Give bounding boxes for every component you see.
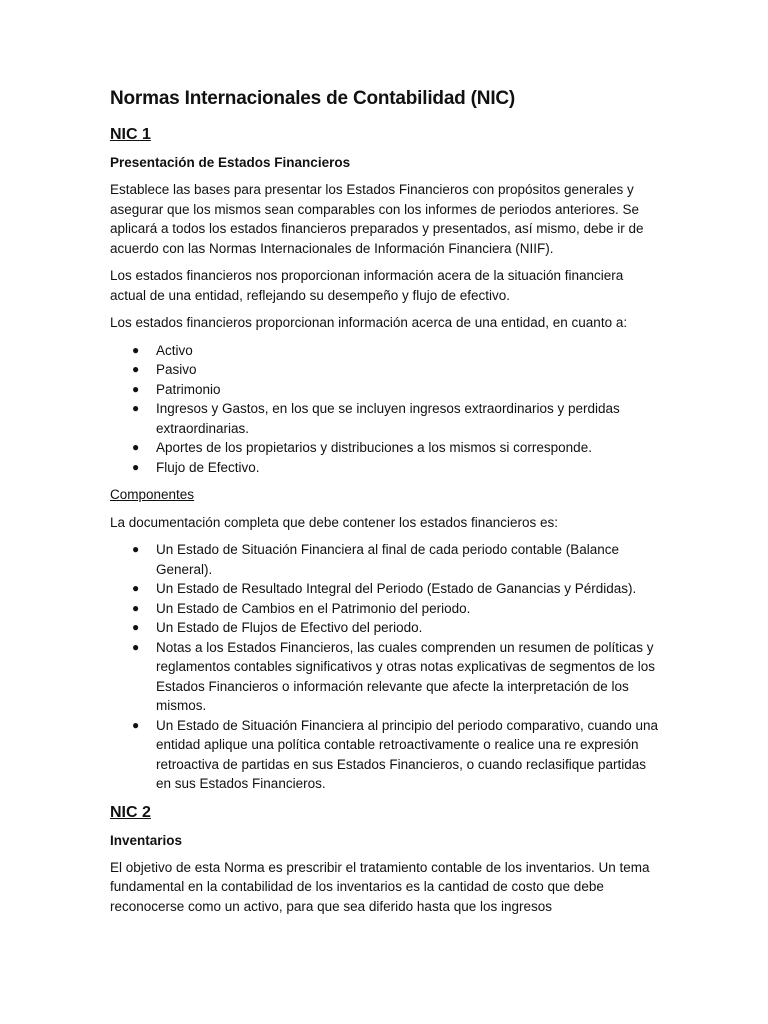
- bullet-icon: ●: [132, 459, 140, 474]
- list-item: ● Pasivo: [156, 360, 662, 380]
- bullet-icon: ●: [132, 440, 140, 454]
- nic1-paragraph-1: Establece las bases para presentar los Estados Financieros con propósitos generales y asegurar que los mismos sean comparables con los informes de periodos anteriores. Se aplicará a todos los estados financieros preparados y presentados, así mismo, debe ir de acuerdo con las Normas Internacionales de Información Financiera (NIIF).: [110, 182, 644, 256]
- nic1-paragraph-4: La documentación completa que debe contener los estados financieros es:: [110, 514, 559, 530]
- list-item: ● Un Estado de Resultado Integral del Periodo (Estado de Ganancias y Pérdidas).: [156, 579, 662, 599]
- list-item: ● Ingresos y Gastos, en los que se incluyen ingresos extraordinarios y perdidas extraordinarias.: [132, 401, 620, 436]
- nic1-heading: NIC 1: [110, 126, 151, 143]
- nic1-components-list: [110, 540, 662, 794]
- bullet-icon: ●: [132, 717, 140, 732]
- nic1-info-list: [110, 341, 662, 478]
- list-item: ● Un Estado de Situación Financiera al final de cada periodo contable (Balance General).: [132, 542, 620, 577]
- bullet-icon: ●: [132, 639, 140, 654]
- list-item: ● Flujo de Efectivo.: [156, 458, 662, 478]
- list-item: ● Patrimonio: [156, 380, 662, 400]
- document-page: [110, 86, 662, 924]
- bullet-icon: ●: [132, 381, 140, 396]
- bullet-icon: ●: [132, 401, 140, 415]
- components-label: Componentes: [110, 487, 195, 502]
- bullet-icon: ●: [132, 342, 140, 357]
- nic2-subheading: Inventarios: [110, 832, 183, 848]
- list-item: ● Activo: [156, 341, 662, 361]
- nic2-paragraph-1: El objetivo de esta Norma es prescribir el tratamiento contable de los inventarios. Un tema fundamental en la contabilidad de los inventarios es la cantidad de costo que debe reconocerse como un activo, para que sea diferido hasta que los ingresos: [110, 859, 650, 914]
- list-item: ● Aportes de los propietarios y distribuciones a los mismos si corresponde.: [156, 438, 662, 458]
- nic1-paragraph-2: Los estados financieros nos proporcionan información acera de la situación financiera actual de una entidad, reflejando su desempeño y flujo de efectivo.: [110, 268, 624, 303]
- document-title: Normas Internacionales de Contabilidad (NIC): [110, 88, 516, 109]
- bullet-icon: ●: [132, 620, 140, 634]
- nic1-subheading: Presentación de Estados Financieros: [110, 155, 351, 170]
- list-item: ● Un Estado de Cambios en el Patrimonio del periodo.: [156, 599, 662, 619]
- list-item: ● Un Estado de Situación Financiera al principio del periodo comparativo, cuando una entidad aplique una política contable retroactivamente o realice una re expresión retroactiva de partidas en sus Estados Financieros, o cuando reclasifique partidas en sus Estados Financieros.: [132, 717, 659, 791]
- bullet-icon: ●: [132, 542, 140, 556]
- list-item: ● Notas a los Estados Financieros, las cuales comprenden un resumen de políticas y reglamentos contables significativos y otras notas explicativas de segmentos de los Estados Financieros o información relevante que afecte la interpretación de los mismos.: [132, 639, 656, 713]
- bullet-icon: ●: [132, 600, 140, 615]
- bullet-icon: ●: [132, 581, 140, 595]
- list-item: ● Un Estado de Flujos de Efectivo del periodo.: [156, 618, 662, 638]
- nic1-paragraph-3: Los estados financieros proporcionan información acerca de una entidad, en cuanto a:: [110, 315, 628, 330]
- nic2-heading: NIC 2: [110, 803, 151, 821]
- bullet-icon: ●: [132, 362, 140, 376]
